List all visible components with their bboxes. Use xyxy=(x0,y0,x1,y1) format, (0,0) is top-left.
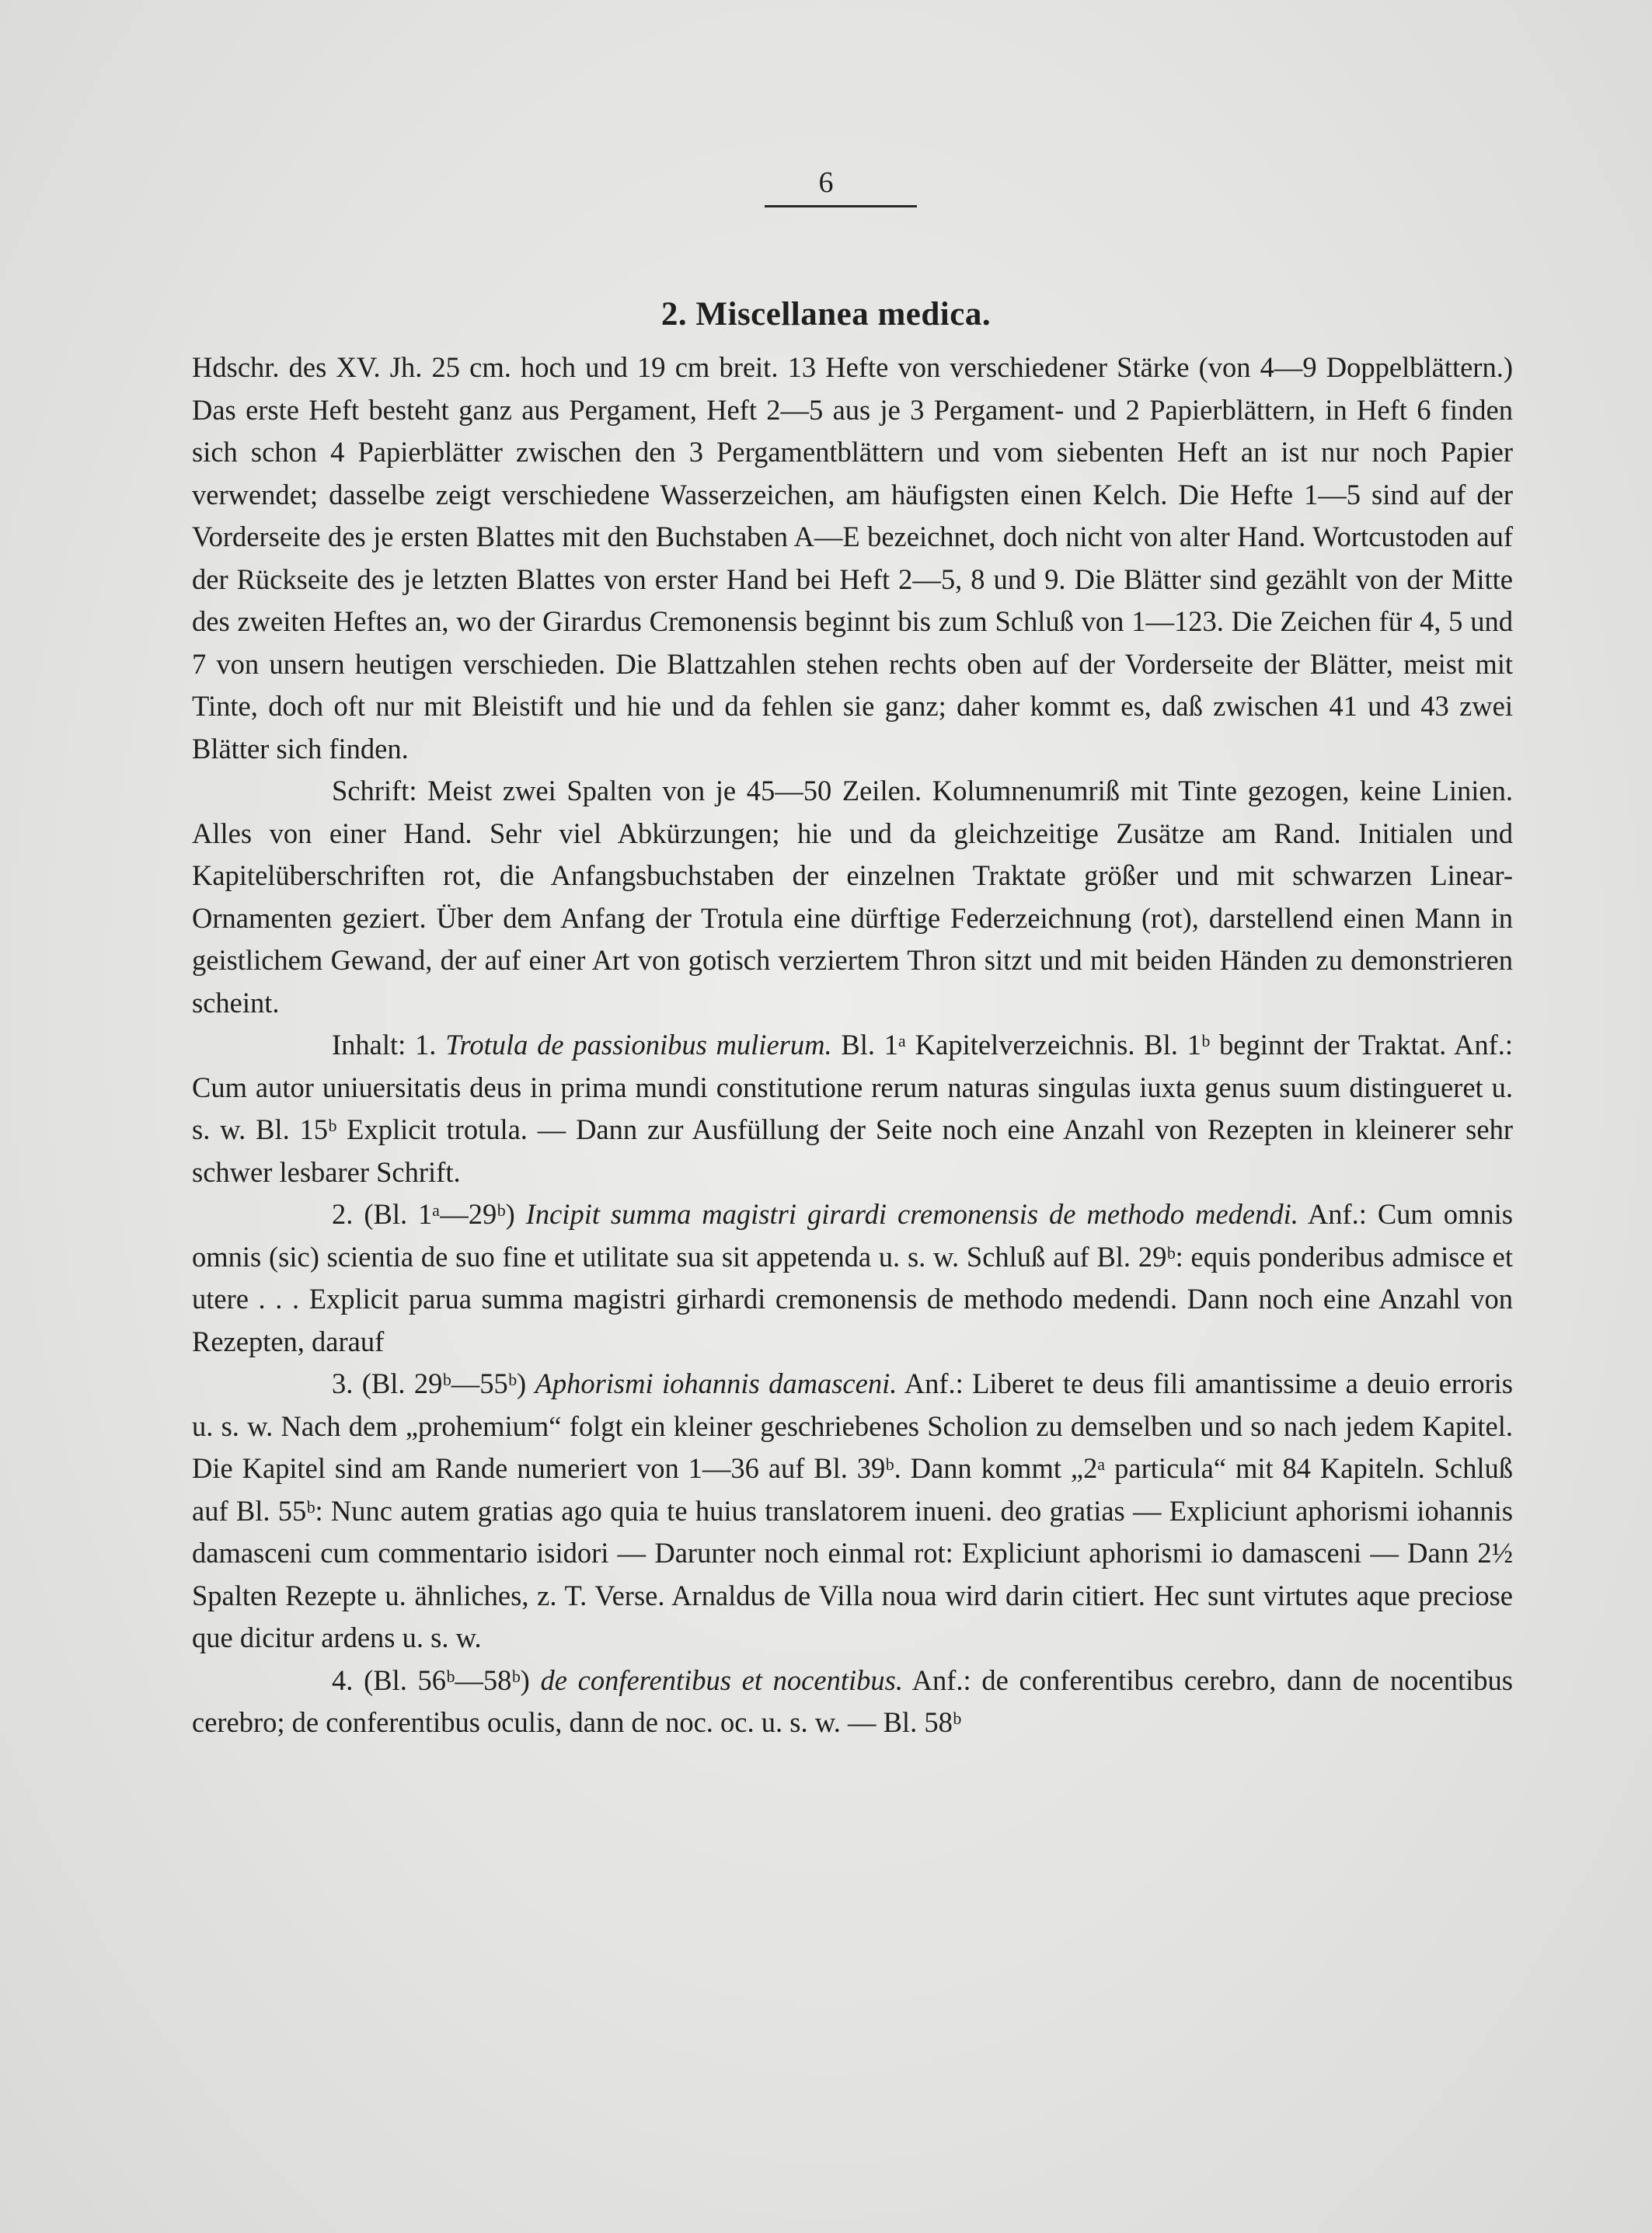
item-lead: 4. (Bl. 56ᵇ—58ᵇ) xyxy=(332,1663,541,1696)
item-title: de conferentibus et nocentibus. xyxy=(540,1663,903,1696)
item-lead: 3. (Bl. 29ᵇ—55ᵇ) xyxy=(332,1367,535,1399)
item-lead: Inhalt: 1. xyxy=(332,1029,446,1061)
content-item xyxy=(192,1660,1513,1744)
item-text: Anf.: Liberet te deus fili amantissime a deuio erroris u. s. w. Nach dem „prohemium“ folgt ein kleiner geschriebenes Scholion zu demselben und so nach jedem Kapitel. Die Kapitel sind am Rande numeriert von 1—36 auf Bl. 39ᵇ. Dann kommt „2ᵃ particula“ mit 84 Kapiteln. Schluß auf Bl. 55ᵇ: Nunc autem gratias ago quia te huius translatorem inueni. deo gratias — Expliciunt aphorismi iohannis damasceni cum commentario isidori — Darunter noch einmal rot: Expliciunt aphorismi io damasceni — Dann 2½ Spalten Rezepte u. ähnliches, z. T. Verse. Arnaldus de Villa noua wird darin citiert. Hec sunt virtutes aque preciose que dicitur ardens u. s. w. xyxy=(192,1367,1513,1653)
item-title: Aphorismi iohannis damasceni. xyxy=(535,1367,897,1399)
item-title: Trotula de passionibus mulierum. xyxy=(445,1029,832,1061)
body-text xyxy=(192,347,1513,1744)
script-paragraph: Schrift: Meist zwei Spalten von je 45—50 Zeilen. Kolumnenumriß mit Tinte gezogen, keine Linien. Alles von einer Hand. Sehr viel Abkürzungen; hie und da gleichzeitige Zusätze am Rand. Initialen und Kapitelüberschriften rot, die Anfangsbuchstaben der einzelnen Traktate größer und mit schwarzen Linear-Ornamenten geziert. Über dem Anfang der Trotula eine dürftige Federzeichnung (rot), darstellend einen Mann in geistlichem Gewand, der auf einer Art von gotisch verziertem Thron sitzt und mit beiden Händen zu demonstrieren scheint. xyxy=(192,775,1513,1019)
content-item xyxy=(192,1363,1513,1660)
item-lead: 2. (Bl. 1ᵃ—29ᵇ) xyxy=(332,1198,526,1230)
description-paragraph: Hdschr. des XV. Jh. 25 cm. hoch und 19 cm breit. 13 Hefte von verschiedener Stärke (von 4—9 Doppelblättern.) Das erste Heft besteht ganz aus Pergament, Heft 2—5 aus je 3 Pergament- und 2 Papierblättern, in Heft 6 finden sich schon 4 Papierblätter zwischen den 3 Pergamentblättern und vom siebenten Heft an ist nur noch Papier verwendet; dasselbe zeigt verschiedene Wasserzeichen, am häufigsten einen Kelch. Die Hefte 1—5 sind auf der Vorderseite des je ersten Blattes mit den Buchstaben A—E bezeichnet, doch nicht von alter Hand. Wortcustoden auf der Rückseite des je letzten Blattes von erster Hand bei Heft 2—5, 8 und 9. Die Blätter sind gezählt von der Mitte des zweiten Heftes an, wo der Girardus Cremonensis beginnt bis zum Schluß von 1—123. Die Zeichen für 4, 5 und 7 von unsern heutigen verschieden. Die Blattzahlen stehen rechts oben auf der Vorderseite der Blätter, meist mit Tinte, doch oft nur mit Bleistift und hie und da fehlen sie ganz; daher kommt es, daß zwischen 41 und 43 zwei Blätter sich finden. xyxy=(192,351,1513,765)
content-item xyxy=(192,1193,1513,1363)
item-text: Anf.: de conferentibus cerebro, dann de nocentibus cerebro; de conferentibus oculis, dann de noc. oc. u. s. w. — Bl. 58ᵇ xyxy=(192,1663,1513,1738)
content-item xyxy=(192,1024,1513,1193)
page-number: 6 xyxy=(818,166,834,199)
item-title: Incipit summa magistri girardi cremonensis de methodo medendi. xyxy=(525,1198,1298,1230)
section-title: 2. Miscellanea medica. xyxy=(660,296,992,333)
item-text: Anf.: Cum omnis omnis (sic) scientia de suo fine et utilitate sua sit appetenda u. s. w. Schluß auf Bl. 29ᵇ: equis ponderibus admisce et utere . . . Explicit parua summa magistri girhardi cremonensis de methodo medendi. Dann noch eine Anzahl von Rezepten, darauf xyxy=(192,1198,1514,1357)
page-number-rule xyxy=(765,205,917,207)
item-text: Bl. 1ᵃ Kapitelverzeichnis. Bl. 1ᵇ beginnt der Traktat. Anf.: Cum autor uniuersitatis deus in prima mundi constitutione rerum naturas singulas iuxta genus suum distingueret u. s. w. Bl. 15ᵇ Explicit trotula. — Dann zur Ausfüllung der Seite noch eine Anzahl von Rezepten in kleinerer sehr schwer lesbarer Schrift. xyxy=(192,1029,1514,1188)
